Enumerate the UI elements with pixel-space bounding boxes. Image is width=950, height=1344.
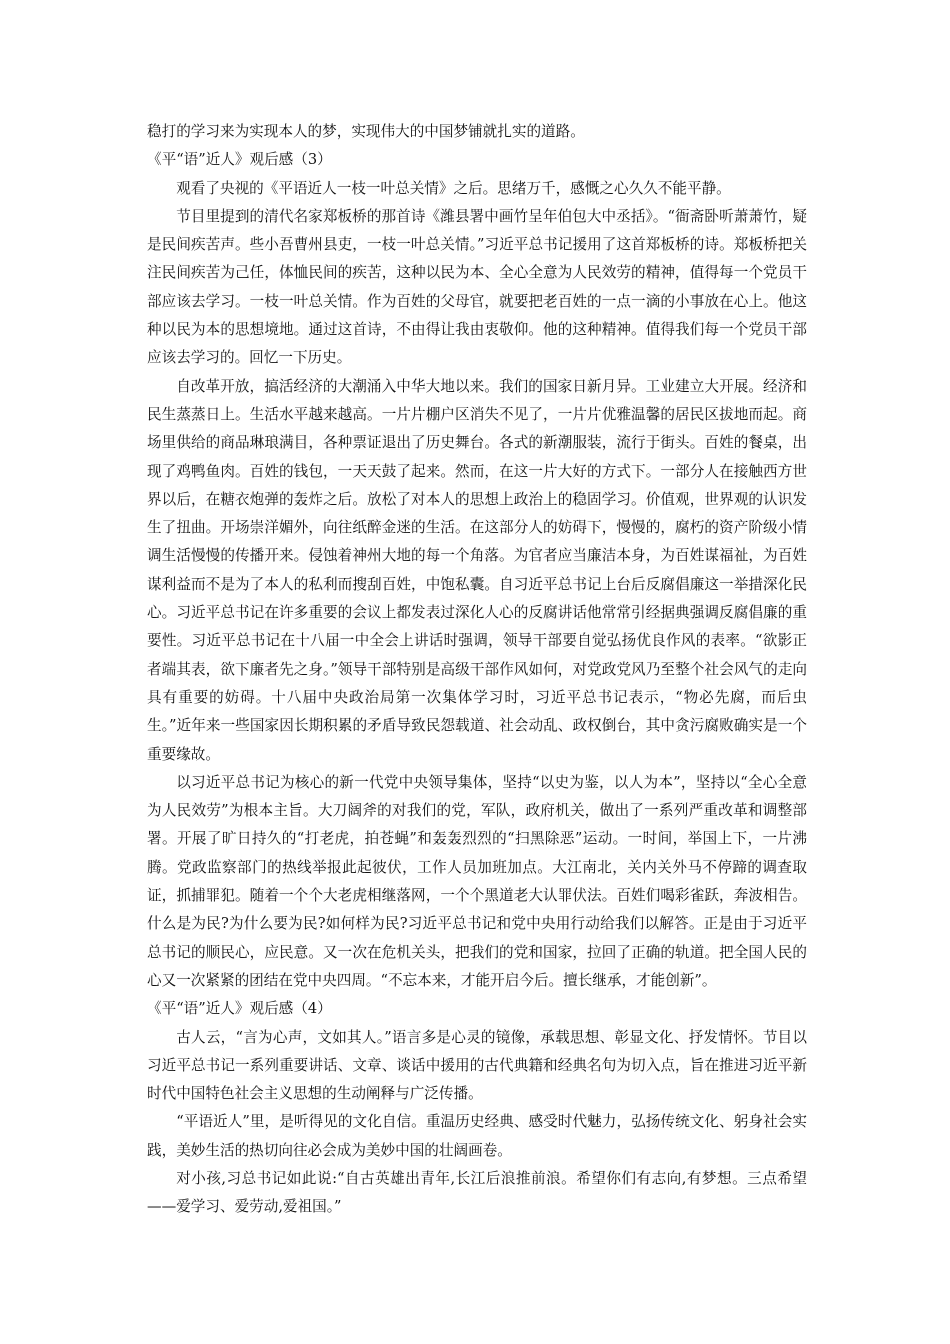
section4-title: 《平“语”近人》观后感（4） [147, 1000, 332, 1018]
document-body [147, 118, 807, 1222]
section3-paragraph-3: 自改革开放，搞活经济的大潮涌入中华大地以来。我们的国家日新月异。工业建立大开展。经济和民生蒸蒸日上。生活水平越来越高。一片片棚户区消失不见了，一片片优雅温馨的居民区拔地而起。商场里供给的商品琳琅满目，各种票证退出了历史舞台。各式的新潮服装，流行于街头。百姓的餐桌，出现了鸡鸭鱼肉。百姓的钱包，一天天鼓了起来。然而，在这一片大好的方式下。一部分人在接触西方世界以后，在糖衣炮弹的轰炸之后。放松了对本人的思想上政治上的稳固学习。价值观，世界观的认识发生了扭曲。开场崇洋媚外，向往纸醉金迷的生活。在这部分人的妨碍下，慢慢的，腐朽的资产阶级小情调生活慢慢的传播开来。侵蚀着神州大地的每一个角落。为官者应当廉洁本身，为百姓谋福祉，为百姓谋利益而不是为了本人的私利而搜刮百姓，中饱私囊。自习近平总书记上台后反腐倡廉这一举措深化民心。习近平总书记在许多重要的会议上都发表过深化人心的反腐讲话他常常引经据典强调反腐倡廉的重要性。习近平总书记在十八届一中全会上讲话时强调，领导干部要自觉弘扬优良作风的表率。“欲影正者端其表，欲下廉者先之身。”领导干部特别是高级干部作风如何，对党政党风乃至整个社会风气的走向具有重要的妨碍。十八届中央政治局第一次集体学习时，习近平总书记表示，“物必先腐，而后虫生。”近年来一些国家因长期积累的矛盾导致民怨载道、社会动乱、政权倒台，其中贪污腐败确实是一个重要缘故。 [147, 377, 807, 763]
section4-paragraph-3: 对小孩,习总书记如此说:“自古英雄出青年,长江后浪推前浪。希望你们有志向,有梦想。三点希望——爱学习、爱劳动,爱祖国。” [147, 1169, 807, 1216]
section4-paragraph-2: “平语近人”里，是听得见的文化自信。重温历史经典、感受时代魅力，弘扬传统文化、躬身社会实践，美妙生活的热切向往必会成为美妙中国的壮阔画卷。 [147, 1113, 807, 1159]
section3-paragraph-4: 以习近平总书记为核心的新一代党中央领导集体，坚持“以史为鉴，以人为本”，坚持以“全心全意为人民效劳”为根本主旨。大刀阔斧的对我们的党，军队，政府机关，做出了一系列严重改革和调整部署。开展了旷日持久的“打老虎，拍苍蝇”和轰轰烈烈的“扫黑除恶”运动。一时间，举国上下，一片沸腾。党政监察部门的热线举报此起彼伏，工作人员加班加点。大江南北，关内关外马不停蹄的调查取证，抓捕罪犯。随着一个个大老虎相继落网，一个个黑道老大认罪伏法。百姓们喝彩雀跃，奔波相告。什么是为民?为什么要为民?如何样为民?习近平总书记和党中央用行动给我们以解答。正是由于习近平总书记的顺民心，应民意。又一次在危机关头，把我们的党和国家，拉回了正确的轨道。把全国人民的心又一次紧紧的团结在党中央四周。“不忘本来，才能开启今后。擅长继承，才能创新”。 [147, 773, 807, 989]
section3-paragraph-2: 节目里提到的清代名家郑板桥的那首诗《潍县署中画竹呈年伯包大中丞括》。“衙斋卧听萧萧竹，疑是民间疾苦声。些小吾曹州县吏，一枝一叶总关情。”习近平总书记援用了这首郑板桥的诗。郑板桥把关注民间疾苦为己任，体恤民间的疾苦，这种以民为本、全心全意为人民效劳的精神，值得每一个党员干部应该去学习。一枝一叶总关情。作为百姓的父母官，就要把老百姓的一点一滴的小事放在心上。他这种以民为本的思想境地。通过这首诗，不由得让我由衷敬仰。他的这种精神。值得我们每一个党员干部应该去学习的。回忆一下历史。 [147, 207, 807, 367]
section3-paragraph-1: 观看了央视的《平语近人一枝一叶总关情》之后。思绪万千，感慨之心久久不能平静。 [176, 179, 731, 197]
section3-title: 《平“语”近人》观后感（3） [147, 151, 332, 169]
lead-line: 稳打的学习来为实现本人的梦，实现伟大的中国梦铺就扎实的道路。 [147, 123, 585, 140]
section4-paragraph-1: 古人云，“言为心声，文如其人。”语言多是心灵的镜像，承载思想、彰显文化、抒发情怀。节目以习近平总书记一系列重要讲话、文章、谈话中援用的古代典籍和经典名句为切入点，旨在推进习近平新时代中国特色社会主义思想的生动阐释与广泛传播。 [147, 1028, 807, 1103]
